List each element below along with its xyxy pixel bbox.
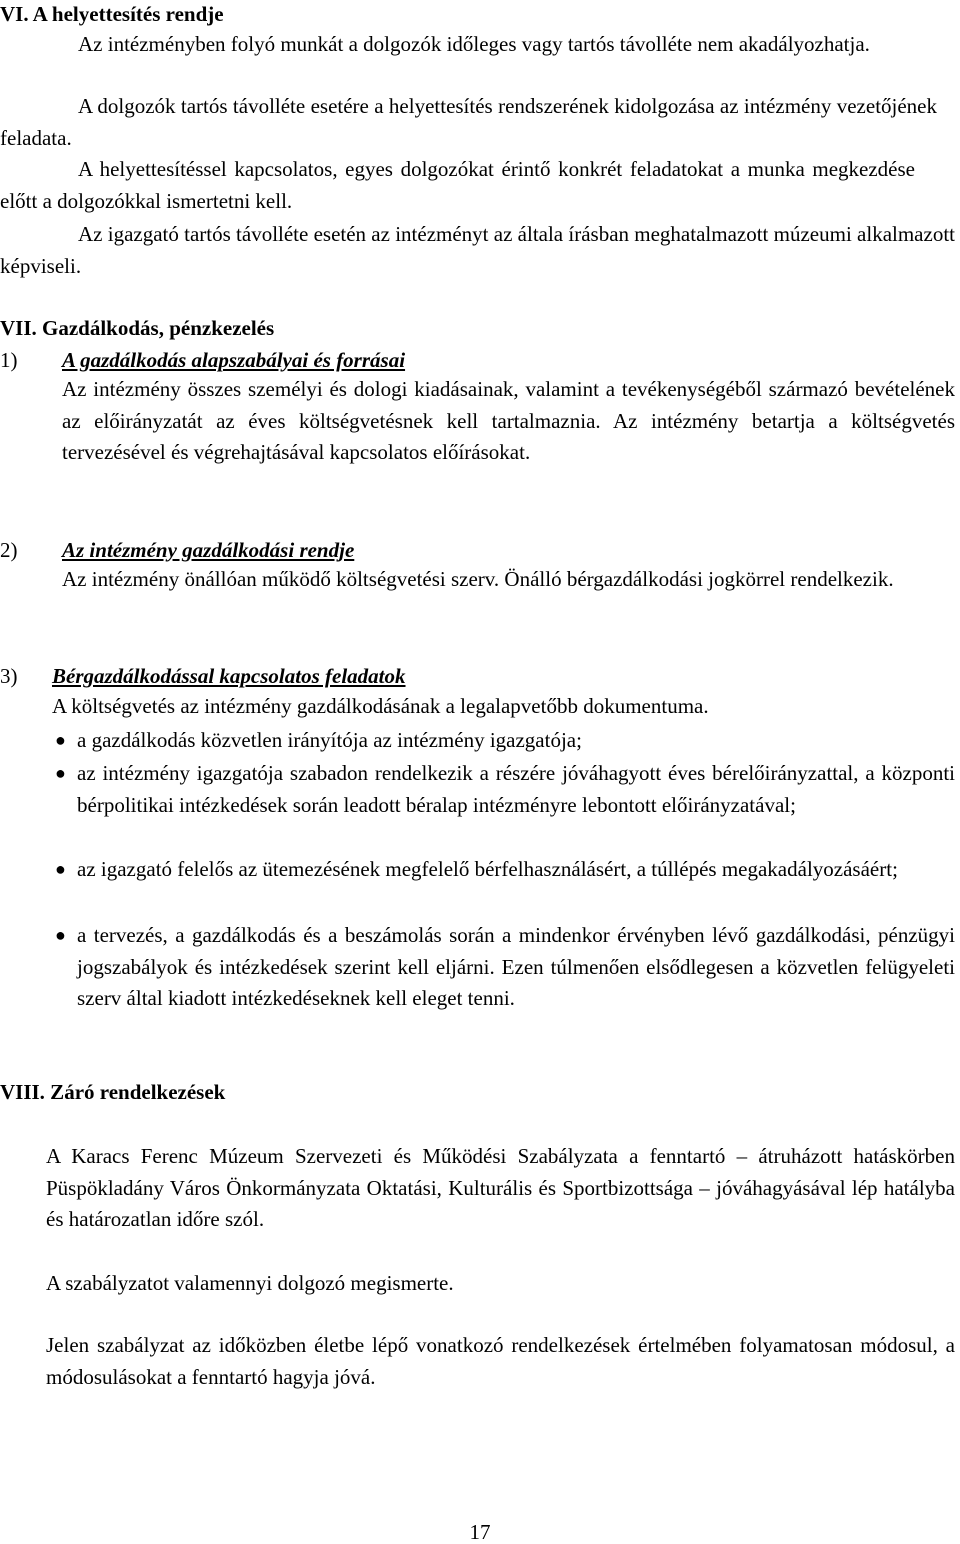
item-2-number: 2) xyxy=(0,538,18,562)
bullet-text-3: az igazgató felelős az ütemezésének megfelelő bérfelhasználásért, a túllépés megakadályozásáért; xyxy=(77,857,898,881)
item-2-heading: Az intézmény gazdálkodási rendje xyxy=(62,538,355,562)
item-1-heading: A gazdálkodás alapszabályai és forrásai xyxy=(62,348,406,372)
section-6-paragraph-3: A helyettesítéssel kapcsolatos, egyes dolgozókat érintő konkrét feladatokat a munka megkezdése előtt a dolgozókkal ismertetni kell. xyxy=(0,157,915,213)
item-3-intro: A költségvetés az intézmény gazdálkodásának a legalapvetőbb dokumentuma. xyxy=(52,694,709,718)
item-1-number: 1) xyxy=(0,348,18,372)
bullet-item-4 xyxy=(55,920,955,1015)
bullet-text-4: a tervezés, a gazdálkodás és a beszámolás során a mindenkor érvényben lévő gazdálkodási, pénzügyi jogszabályok és intézkedések szerint kell eljárni. Ezen túlmenően elsődlegesen a közvetlen felügyeleti szerv által kiadott intézkedéseknek kell eleget tenni. xyxy=(77,923,955,1010)
section-8-paragraph-3: Jelen szabályzat az időközben életbe lépő vonatkozó rendelkezések értelmében folyamatosan módosul, a módosulásokat a fenntartó hagyja jóvá. xyxy=(46,1333,955,1389)
section-6-paragraph-1: Az intézményben folyó munkát a dolgozók időleges vagy tartós távolléte nem akadályozhatja. xyxy=(78,32,870,56)
section-7-title: VII. Gazdálkodás, pénzkezelés xyxy=(0,316,275,340)
bullet-text-1: a gazdálkodás közvetlen irányítója az intézmény igazgatója; xyxy=(77,728,582,752)
bullet-icon: ● xyxy=(55,859,66,879)
bullet-item-2 xyxy=(55,758,955,821)
section-6-paragraph-4: Az igazgató tartós távolléte esetén az intézményt az általa írásban meghatalmazott múzeumi alkalmazott képviseli. xyxy=(0,222,955,278)
bullet-icon: ● xyxy=(55,925,66,945)
bullet-item-1 xyxy=(55,725,955,757)
bullet-item-3 xyxy=(55,854,955,886)
section-8-paragraph-2: A szabályzatot valamennyi dolgozó megismerte. xyxy=(46,1271,454,1295)
section-8-title: VIII. Záró rendelkezések xyxy=(0,1080,226,1104)
section-8-paragraph-1: A Karacs Ferenc Múzeum Szervezeti és Működési Szabályzata a fenntartó – átruházott hatáskörben Püspökladány Város Önkormányzata Oktatási, Kulturális és Sportbizottsága – jóváhagyásával lép hatályba és határozatlan időre szól. xyxy=(46,1144,955,1231)
item-3-heading: Bérgazdálkodással kapcsolatos feladatok xyxy=(52,664,406,688)
section-6-paragraph-2: A dolgozók tartós távolléte esetére a helyettesítés rendszerének kidolgozása az intézmény vezetőjének feladata. xyxy=(0,94,937,150)
item-1-text: Az intézmény összes személyi és dologi kiadásainak, valamint a tevékenységéből származó bevételének az előirányzatát az éves költségvetésnek kell tartalmaznia. Az intézmény betartja a költségvetés tervezésével és végrehajtásával kapcsolatos előírásokat. xyxy=(62,377,955,464)
section-6-title: VI. A helyettesítés rendje xyxy=(0,2,224,26)
bullet-text-2: az intézmény igazgatója szabadon rendelkezik a részére jóváhagyott éves bérelőirányzattal, a központi bérpolitikai intézkedések során leadott béralap intézményre lebontott előirányzatával; xyxy=(77,761,955,817)
item-3-number: 3) xyxy=(0,664,18,688)
bullet-icon: ● xyxy=(55,763,66,783)
page-number: 17 xyxy=(469,1520,491,1544)
item-2-text: Az intézmény önállóan működő költségvetési szerv. Önálló bérgazdálkodási jogkörrel rendelkezik. xyxy=(62,567,894,591)
bullet-icon: ● xyxy=(55,730,66,750)
